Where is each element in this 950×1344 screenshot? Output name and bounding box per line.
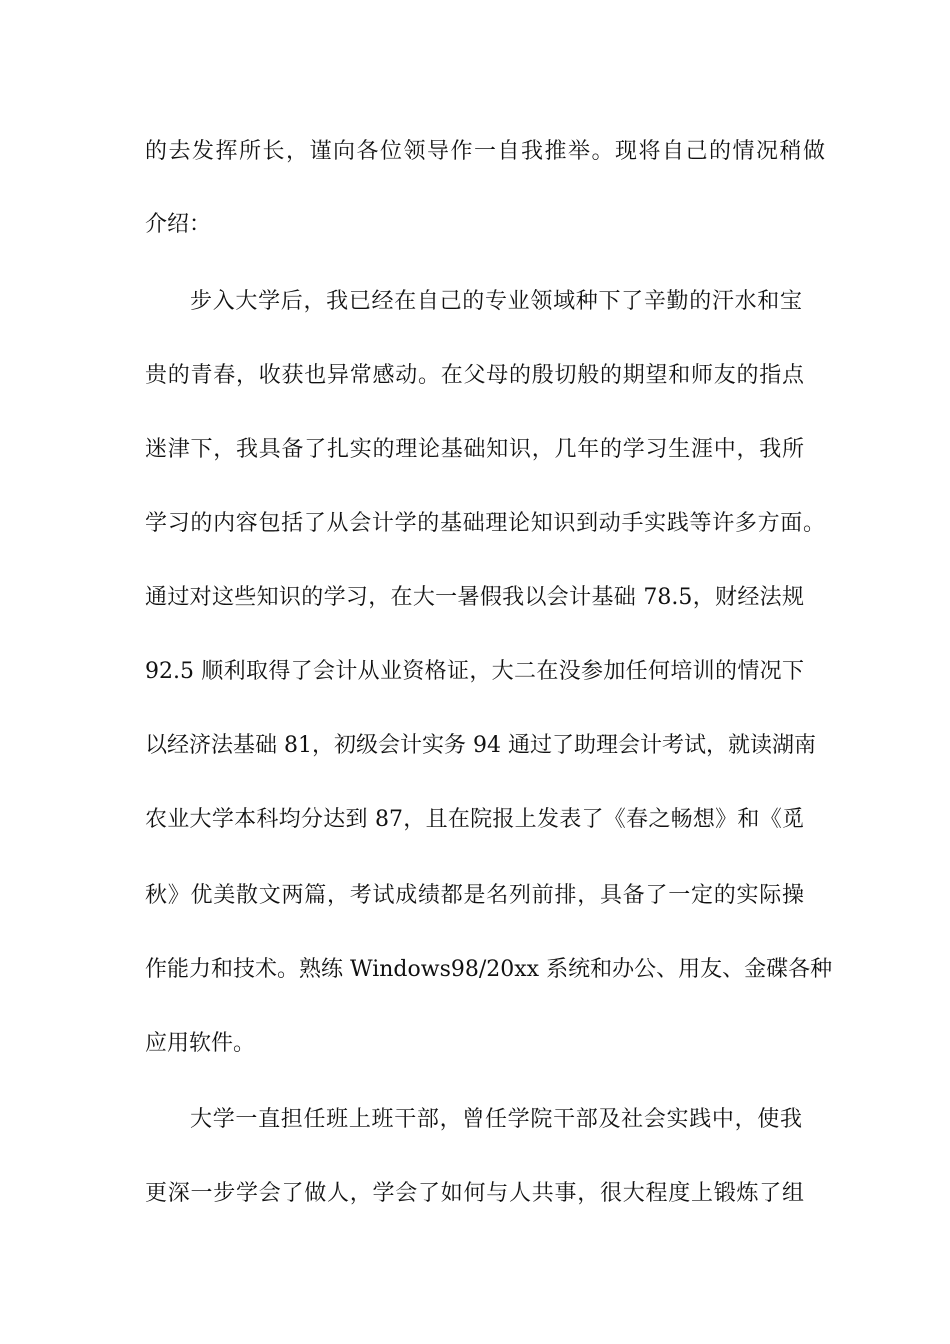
text-line-4: 贵的青春，收获也异常感动。在父母的殷切般的期望和师友的指点: [145, 363, 804, 388]
text-line-14: 大学一直担任班上班干部，曾任学院干部及社会实践中，使我: [190, 1107, 802, 1132]
text-line-8: 92.5 顺利取得了会计从业资格证，大二在没参加任何培训的情况下: [145, 659, 804, 684]
text-line-3: 步入大学后，我已经在自己的专业领域种下了辛勤的汗水和宝: [190, 289, 802, 314]
text-line-12: 作能力和技术。熟练 Windows98/20xx 系统和办公、用友、金碟各种: [145, 957, 833, 982]
text-line-2: 介绍：: [145, 212, 212, 237]
text-line-10: 农业大学本科均分达到 87，且在院报上发表了《春之畅想》和《觅: [145, 807, 804, 832]
text-line-11: 秋》优美散文两篇，考试成绩都是名列前排，具备了一定的实际操: [145, 883, 804, 908]
text-line-5: 迷津下，我具备了扎实的理论基础知识，几年的学习生涯中，我所: [145, 437, 804, 462]
text-line-15: 更深一步学会了做人，学会了如何与人共事，很大程度上锻炼了组: [145, 1181, 804, 1206]
text-line-9: 以经济法基础 81，初级会计实务 94 通过了助理会计考试，就读湖南: [145, 733, 816, 758]
text-line-13: 应用软件。: [145, 1031, 256, 1056]
text-line-7: 通过对这些知识的学习，在大一暑假我以会计基础 78.5，财经法规: [145, 585, 804, 610]
text-line-1: 的去发挥所长，谨向各位领导作一自我推举。现将自己的情况稍做: [145, 139, 825, 164]
text-line-6: 学习的内容包括了从会计学的基础理论知识到动手实践等许多方面。: [145, 511, 825, 536]
